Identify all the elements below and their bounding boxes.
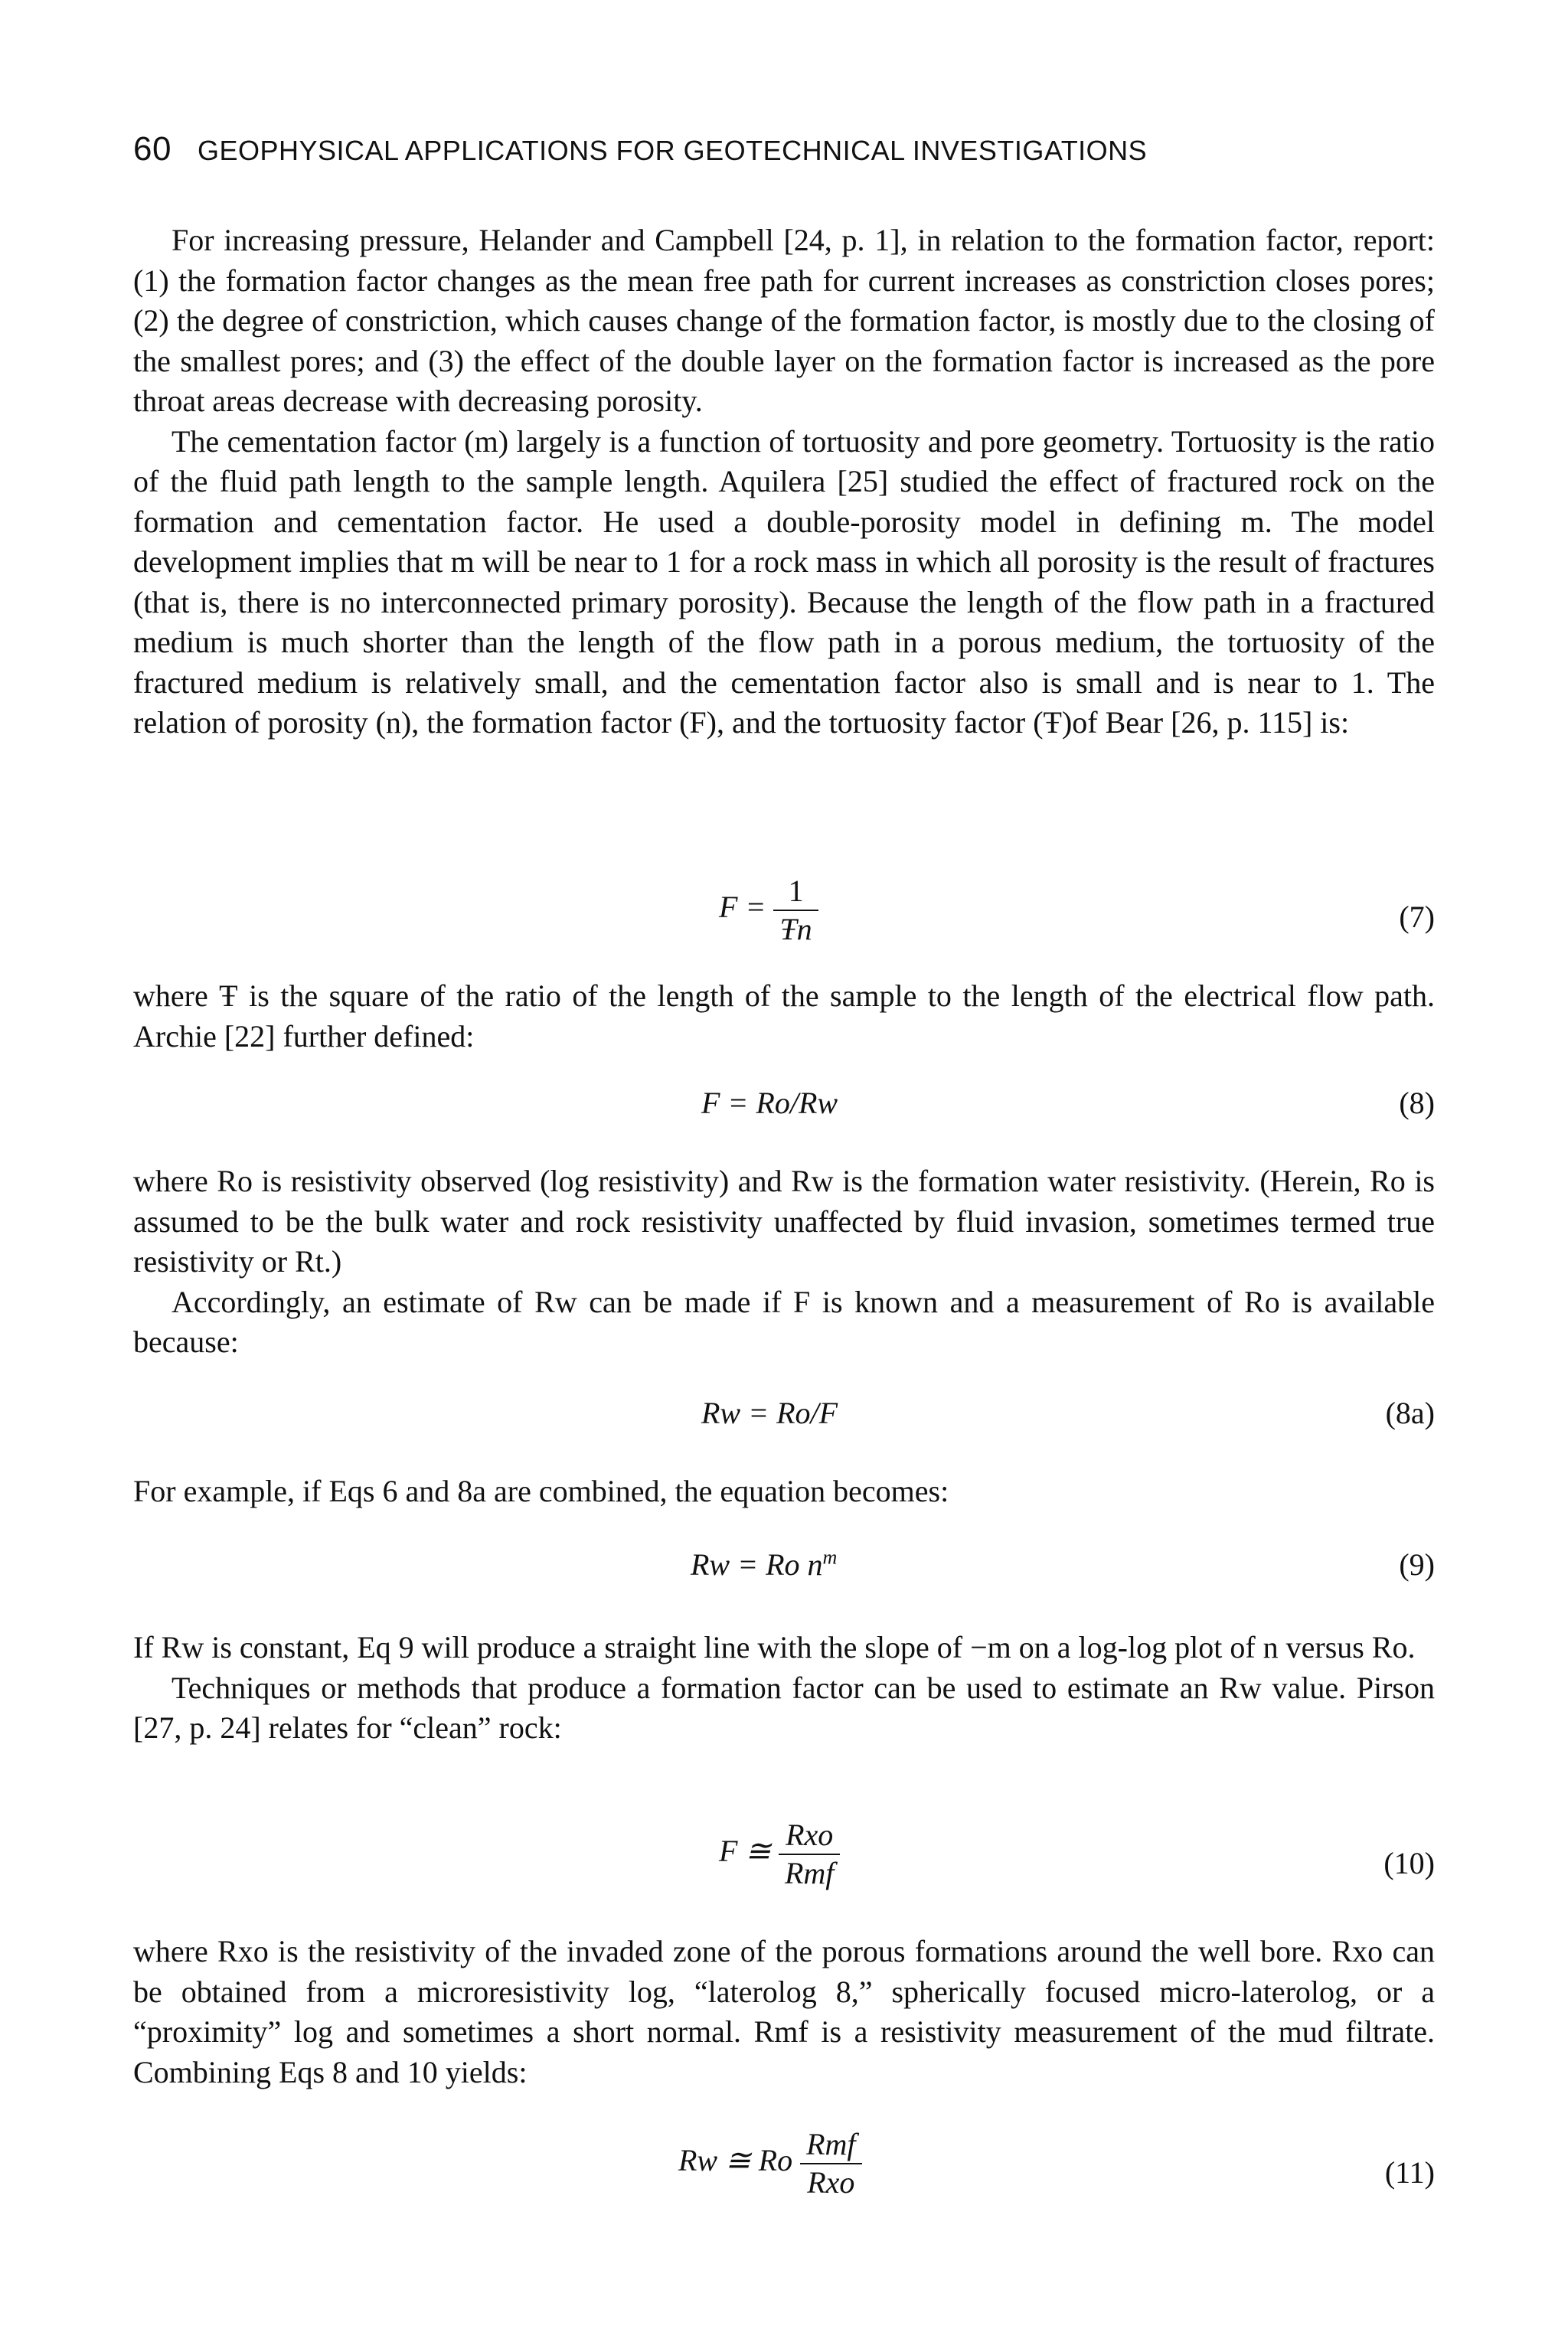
equation-9-lhs: Rw = Ro n bbox=[691, 1547, 823, 1582]
equation-11-formula bbox=[678, 2126, 862, 2201]
equation-7-numerator: 1 bbox=[773, 873, 818, 911]
page-number: 60 bbox=[133, 130, 172, 168]
paragraph-7: If Rw is constant, Eq 9 will produce a straight line with the slope of −m on a log-log plot of n versus Ro. bbox=[133, 1630, 1416, 1664]
text-block-2 bbox=[133, 976, 1435, 1057]
equation-9-number: (9) bbox=[1399, 1547, 1435, 1582]
equation-8 bbox=[133, 1083, 1435, 1129]
paragraph-4: where Ro is resistivity observed (log resistivity) and Rw is the formation water resistivity. (Herein, Ro is assumed to be the bulk water and rock resistivity unaffected by fluid invasion, sometimes termed true resistivity or Rt.) bbox=[133, 1164, 1435, 1279]
paragraph-6: For example, if Eqs 6 and 8a are combined, the equation becomes: bbox=[133, 1474, 949, 1508]
running-head bbox=[133, 130, 1147, 168]
paragraph-1: For increasing pressure, Helander and Campbell [24, p. 1], in relation to the formation factor, report: (1) the formation factor changes as the mean free path for current increases as constriction closes pores; (2) the degree of constriction, which causes change of the formation factor, is mostly due to the closing of the smallest pores; and (3) the effect of the double layer on the formation factor is increased as the pore throat areas decrease with decreasing porosity. bbox=[133, 223, 1435, 418]
text-block-5 bbox=[133, 1628, 1435, 1749]
text-block-4 bbox=[133, 1472, 1435, 1512]
equation-7-formula bbox=[719, 873, 818, 948]
equation-8a bbox=[133, 1393, 1435, 1439]
equation-11-lhs: Rw ≅ Ro bbox=[678, 2143, 793, 2178]
equation-10-denominator: Rmf bbox=[784, 1856, 835, 1890]
equation-10-lhs: F ≅ bbox=[719, 1834, 771, 1869]
equation-9-formula bbox=[691, 1545, 837, 1585]
text-block-6 bbox=[133, 1932, 1435, 2092]
equation-10-number: (10) bbox=[1383, 1846, 1435, 1880]
text-block-1 bbox=[133, 220, 1435, 743]
equation-11-numerator: Rmf bbox=[800, 2126, 861, 2164]
paragraph-3: where Ŧ is the square of the ratio of the length of the sample to the length of the electrical flow path. Archie [22] further defined: bbox=[133, 978, 1435, 1054]
equation-7-number: (7) bbox=[1399, 900, 1435, 934]
equation-7-lhs: F = bbox=[719, 890, 766, 925]
equation-8a-formula: Rw = Ro/F bbox=[701, 1396, 838, 1430]
equation-10-numerator: Rxo bbox=[779, 1817, 840, 1855]
paragraph-2: The cementation factor (m) largely is a function of tortuosity and pore geometry. Tortuosity is the ratio of the fluid path length to the sample length. Aquilera [25] studied the effect of fractured rock on the formation and cementation factor. He used a double-porosity model in defining m. The model development implies that m will be near to 1 for a rock mass in which all porosity is the result of fractures (that is, there is no interconnected primary porosity). Because the length of the flow path in a fractured medium is much shorter than the length of the flow path in a porous medium, the tortuosity of the fractured medium is relatively small, and the cementation factor also is small and is near to 1. The relation of porosity (n), the formation factor (F), and the tortuosity factor (Ŧ)of Bear [26, p. 115] is: bbox=[133, 423, 1435, 740]
equation-8a-number: (8a) bbox=[1385, 1396, 1435, 1430]
equation-10-formula bbox=[719, 1817, 840, 1892]
equation-8-number: (8) bbox=[1399, 1086, 1435, 1120]
equation-7 bbox=[133, 865, 1435, 957]
equation-10-fraction bbox=[779, 1817, 840, 1892]
equation-10 bbox=[133, 1813, 1435, 1905]
paragraph-9: where Rxo is the resistivity of the invaded zone of the porous formations around the well bore. Rxo can be obtained from a microresistivity log, “laterolog 8,” spherically focused micro-laterolog, or a “proximity” log and sometimes a short normal. Rmf is a resistivity measurement of the mud filtrate. Combining Eqs 8 and 10 yields: bbox=[133, 1934, 1435, 2089]
equation-9-exponent: m bbox=[822, 1546, 838, 1569]
equation-11 bbox=[133, 2122, 1435, 2214]
running-title: GEOPHYSICAL APPLICATIONS FOR GEOTECHNICAL INVESTIGATIONS bbox=[197, 135, 1148, 166]
paragraph-5: Accordingly, an estimate of Rw can be made if F is known and a measurement of Ro is available because: bbox=[133, 1284, 1435, 1359]
equation-11-fraction bbox=[800, 2126, 861, 2201]
equation-11-denominator: Rxo bbox=[807, 2165, 855, 2200]
equation-7-denominator: Ŧn bbox=[779, 912, 812, 946]
equation-9 bbox=[133, 1545, 1435, 1591]
equation-7-fraction bbox=[773, 873, 818, 948]
equation-11-number: (11) bbox=[1384, 2155, 1435, 2190]
text-block-3 bbox=[133, 1161, 1435, 1363]
equation-8-formula: F = Ro/Rw bbox=[701, 1086, 838, 1120]
paragraph-8: Techniques or methods that produce a formation factor can be used to estimate an Rw value. Pirson [27, p. 24] relates for “clean” rock: bbox=[133, 1670, 1435, 1745]
